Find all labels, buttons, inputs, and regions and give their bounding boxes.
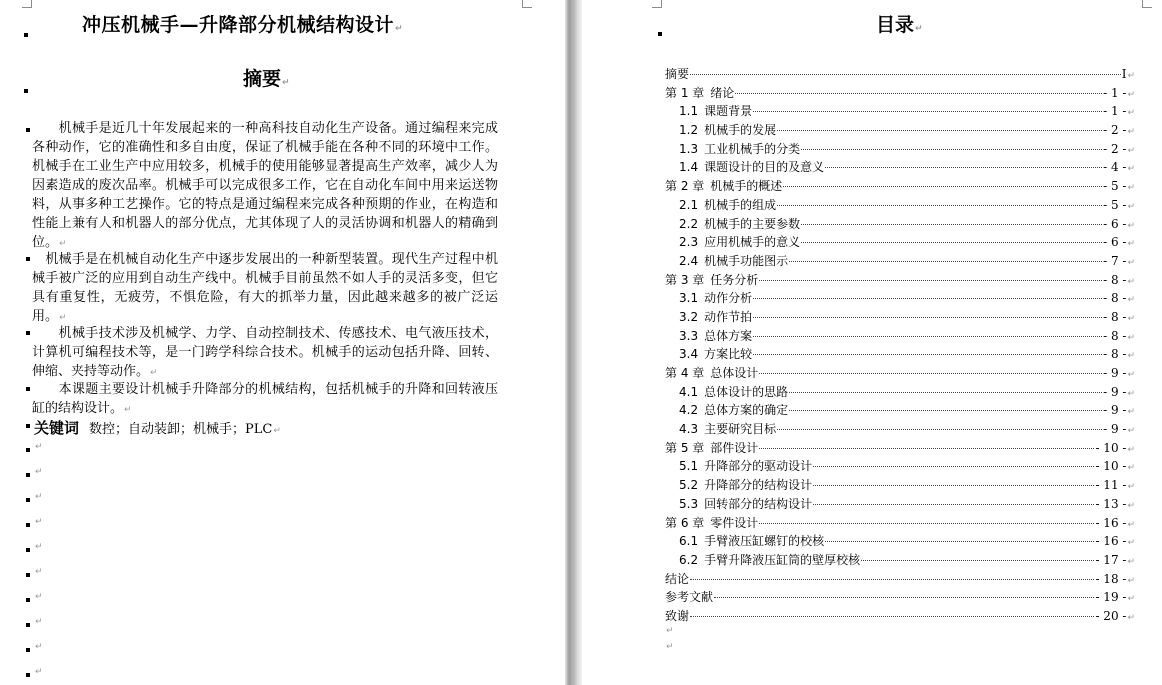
- toc-leader-dots: [753, 111, 1102, 112]
- toc-entry-page: - 8 -: [1103, 309, 1127, 324]
- toc-entry-page: - 8 -: [1103, 328, 1127, 343]
- square-bullet-icon: [26, 673, 30, 677]
- toc-entry-page: - 9 -: [1103, 384, 1127, 399]
- return-arrow-icon: ↵: [1127, 594, 1135, 605]
- toc-entry[interactable]: [665, 495, 1135, 514]
- toc-leader-dots: [789, 261, 1102, 262]
- toc-entry-number: 1.3: [679, 141, 699, 156]
- return-arrow-icon: ↵: [1127, 519, 1135, 530]
- toc-leader-dots: [753, 298, 1102, 299]
- toc-entry-number: 第 6 章: [665, 515, 705, 530]
- toc-entry[interactable]: [665, 102, 1135, 121]
- toc-leader-dots: [801, 224, 1102, 225]
- toc-entry-number: 4.2: [679, 403, 699, 418]
- toc-entry-number: 4.3: [679, 422, 699, 437]
- toc-entry-number: 3.3: [679, 328, 699, 343]
- toc-entry-page: - 1 -: [1103, 85, 1127, 100]
- toc-entry-page: - 16 -: [1095, 534, 1127, 549]
- toc-entry-number: 第 2 章: [665, 179, 705, 194]
- toc-entry-page: - 6 -: [1103, 216, 1127, 231]
- toc-entry[interactable]: [665, 65, 1135, 84]
- toc-entry-number: 5.1: [679, 459, 699, 474]
- toc-entry-title: 升降部分的结构设计: [704, 478, 813, 493]
- return-arrow-icon: ↵: [666, 642, 674, 652]
- toc-entry-page: - 7 -: [1103, 253, 1127, 268]
- toc-entry-number: 1.4: [679, 160, 699, 175]
- toc-entry-number: 5.3: [679, 496, 699, 511]
- toc-entry-page: - 2 -: [1103, 141, 1127, 156]
- return-arrow-icon: ↵: [1127, 612, 1135, 623]
- toc-leader-dots: [735, 93, 1102, 94]
- toc-leader-dots: [759, 523, 1094, 524]
- return-arrow-icon: ↵: [1127, 145, 1135, 156]
- toc-entry[interactable]: [665, 289, 1135, 308]
- toc-entry-title: 升降部分的驱动设计: [704, 459, 813, 474]
- toc-entry[interactable]: [665, 570, 1135, 589]
- toc-leader-dots: [777, 429, 1102, 430]
- toc-entry-title: 课题背景: [704, 104, 753, 119]
- toc-entry[interactable]: [665, 84, 1135, 103]
- toc-entry-number: 第 3 章: [665, 272, 705, 287]
- square-bullet-icon: [26, 623, 30, 627]
- return-arrow-icon: ↵: [273, 426, 281, 436]
- return-arrow-icon: ↵: [1127, 108, 1135, 119]
- return-arrow-icon: ↵: [59, 313, 67, 323]
- toc-leader-dots: [753, 317, 1102, 318]
- return-arrow-icon: ↵: [666, 626, 674, 636]
- return-arrow-icon: ↵: [1127, 407, 1135, 418]
- toc-entry-number: 3.2: [679, 309, 699, 324]
- toc-entry-page: - 19 -: [1095, 590, 1127, 605]
- toc-entry[interactable]: [665, 215, 1135, 234]
- return-arrow-icon: ↵: [1127, 444, 1135, 455]
- square-bullet-icon: [26, 573, 30, 577]
- toc-entry-title: 动作节拍: [704, 309, 753, 324]
- toc-entry[interactable]: [665, 271, 1135, 290]
- return-arrow-icon: ↵: [395, 24, 404, 34]
- toc-entry-number: 6.2: [679, 552, 699, 567]
- return-arrow-icon: ↵: [1127, 463, 1135, 474]
- toc-entry-page: - 4 -: [1103, 160, 1127, 175]
- return-arrow-icon: ↵: [35, 617, 43, 627]
- toc-leader-dots: [813, 485, 1094, 486]
- keywords-line: [34, 417, 281, 438]
- crop-mark-top-left: [22, 0, 32, 8]
- toc-entry-number: 第 1 章: [665, 85, 705, 100]
- toc-entry-page: - 16 -: [1095, 515, 1127, 530]
- toc-entry-page: - 6 -: [1103, 235, 1127, 250]
- toc-entry-page: - 18 -: [1095, 571, 1127, 586]
- toc-entry-page: I: [1121, 67, 1127, 81]
- return-arrow-icon: ↵: [1127, 239, 1135, 250]
- toc-entry-title: 回转部分的结构设计: [704, 496, 813, 511]
- toc-leader-dots: [759, 280, 1102, 281]
- toc-entry-title: 总体设计: [710, 366, 759, 380]
- toc-entry[interactable]: [665, 514, 1135, 533]
- toc-leader-dots: [777, 205, 1102, 206]
- toc-entry-title: 机械手的发展: [704, 123, 777, 138]
- toc-entry-number: 第 5 章: [665, 440, 705, 455]
- return-arrow-icon: ↵: [1127, 164, 1135, 175]
- table-of-contents: [665, 65, 1135, 626]
- toc-leader-dots: [759, 448, 1094, 449]
- toc-entry[interactable]: [665, 383, 1135, 402]
- return-arrow-icon: ↵: [35, 492, 43, 502]
- toc-entry-title: 零件设计: [710, 515, 759, 530]
- toc-leader-dots: [801, 149, 1102, 150]
- square-bullet-icon: [26, 498, 30, 502]
- toc-entry-number: 2.4: [679, 253, 699, 268]
- square-bullet-icon: [24, 89, 28, 93]
- toc-entry-page: - 5 -: [1103, 197, 1127, 212]
- toc-entry-number: 6.1: [679, 534, 699, 549]
- return-arrow-icon: ↵: [1127, 351, 1135, 362]
- toc-entry-page: - 13 -: [1095, 496, 1127, 511]
- toc-leader-dots: [801, 242, 1102, 243]
- square-bullet-icon: [26, 387, 30, 391]
- abstract-paragraph-4: 本课题主要设计机械手升降部分的机械结构，包括机械手的升降和回转液压缸的结构设计。↵: [32, 382, 498, 416]
- square-bullet-icon: [26, 648, 30, 652]
- square-bullet-icon: [658, 32, 662, 36]
- return-arrow-icon: ↵: [282, 78, 290, 88]
- toc-entry-page: - 8 -: [1103, 347, 1127, 362]
- toc-entry-page: - 20 -: [1095, 608, 1127, 623]
- return-arrow-icon: ↵: [1127, 426, 1135, 437]
- toc-entry-title: 结论: [665, 571, 690, 586]
- toc-entry[interactable]: [665, 551, 1135, 570]
- toc-entry-title: 绪论: [710, 85, 735, 100]
- square-bullet-icon: [26, 598, 30, 602]
- square-bullet-icon: [26, 548, 30, 552]
- return-arrow-icon: ↵: [1127, 370, 1135, 380]
- toc-leader-dots: [789, 410, 1102, 411]
- keywords-label: 关键词: [34, 419, 80, 437]
- toc-entry[interactable]: [665, 140, 1135, 159]
- document-title: 冲压机械手—升降部分机械结构设计↵: [82, 14, 404, 36]
- return-arrow-icon: ↵: [1127, 313, 1135, 324]
- toc-entry[interactable]: [665, 252, 1135, 271]
- toc-entry-page: - 8 -: [1103, 272, 1127, 287]
- toc-entry-page: - 8 -: [1103, 291, 1127, 306]
- return-arrow-icon: ↵: [150, 368, 158, 378]
- abstract-paragraph-2: 机械手是在机械自动化生产中逐步发展出的一种新型装置。现代生产过程中机械手被广泛的应用到自动生产线中。机械手目前虽然不如人手的灵活多变，但它具有重复性，无疲劳，不惧危险，有大的抓举力量，因此越来越多的被广泛运用。↵: [32, 252, 498, 324]
- return-arrow-icon: ↵: [1127, 257, 1135, 268]
- toc-entry-title: 机械手的主要参数: [704, 216, 801, 231]
- crop-mark-top-left: [652, 0, 662, 8]
- return-arrow-icon: ↵: [35, 542, 43, 552]
- toc-entry-title: 总体方案: [704, 328, 753, 343]
- toc-leader-dots: [825, 167, 1102, 168]
- toc-entry-page: - 9 -: [1103, 422, 1127, 437]
- toc-entry[interactable]: [665, 457, 1135, 476]
- toc-leader-dots: [777, 130, 1102, 131]
- toc-leader-dots: [861, 560, 1094, 561]
- return-arrow-icon: ↵: [1127, 538, 1135, 549]
- toc-leader-dots: [690, 579, 1094, 580]
- toc-leader-dots: [714, 597, 1094, 598]
- toc-entry-number: 5.2: [679, 478, 699, 493]
- return-arrow-icon: ↵: [1127, 89, 1135, 100]
- toc-entry-title: 机械手的概述: [710, 179, 783, 194]
- return-arrow-icon: ↵: [35, 642, 43, 652]
- return-arrow-icon: ↵: [1127, 201, 1135, 212]
- toc-entry-title: 机械手的组成: [704, 197, 777, 212]
- toc-entry-title: 部件设计: [710, 440, 759, 455]
- toc-entry-number: 3.1: [679, 291, 699, 306]
- return-arrow-icon: ↵: [35, 592, 43, 602]
- toc-leader-dots: [690, 616, 1094, 617]
- toc-entry-page: - 17 -: [1095, 552, 1127, 567]
- toc-entry[interactable]: [665, 588, 1135, 607]
- left-page: [0, 0, 565, 685]
- return-arrow-icon: ↵: [1127, 127, 1135, 138]
- return-arrow-icon: ↵: [35, 467, 43, 477]
- toc-leader-dots: [753, 336, 1102, 337]
- square-bullet-icon: [26, 331, 30, 335]
- toc-entry-title: 机械手功能图示: [704, 253, 789, 268]
- return-arrow-icon: ↵: [1127, 556, 1135, 567]
- toc-entry-page: - 5 -: [1103, 179, 1127, 194]
- abstract-heading: 摘要↵: [243, 68, 290, 90]
- toc-entry[interactable]: [665, 476, 1135, 495]
- toc-entry-page: - 9 -: [1103, 366, 1127, 380]
- toc-entry[interactable]: [665, 327, 1135, 346]
- return-arrow-icon: ↵: [1127, 500, 1135, 511]
- toc-entry-title: 工业机械手的分类: [704, 141, 801, 156]
- crop-mark-top-right: [522, 0, 532, 8]
- return-arrow-icon: ↵: [35, 442, 43, 452]
- toc-entry[interactable]: [665, 345, 1135, 364]
- square-bullet-icon: [26, 523, 30, 527]
- return-arrow-icon: ↵: [1127, 332, 1135, 343]
- square-bullet-icon: [26, 473, 30, 477]
- toc-entry-title: 参考文献: [665, 590, 714, 605]
- toc-entry[interactable]: [665, 401, 1135, 420]
- toc-entry-title: 应用机械手的意义: [704, 235, 801, 250]
- toc-entry-title: 总体设计的思路: [704, 384, 789, 399]
- toc-entry[interactable]: [665, 420, 1135, 439]
- toc-entry[interactable]: [665, 121, 1135, 140]
- square-bullet-icon: [26, 424, 30, 428]
- toc-entry[interactable]: [665, 364, 1135, 383]
- abstract-paragraph-1: 机械手是近几十年发展起来的一种高科技自动化生产设备。通过编程来完成各种动作，它的准确性和多自由度，保证了机械手能在各种不同的环境中工作。机械手在工业生产中应用较多，机械手的使用能够显著提高生产效率，减少人为因素造成的废次品率。机械手可以完成很多工作，它在自动化车间中用来运送物料，从事多种工艺操作。它的特点是通过编程来完成各种预期的作业，在构造和性能上兼有人和机器人的部分优点，尤其体现了人的灵活协调和机器人的精确到位。↵: [32, 121, 498, 250]
- toc-entry[interactable]: [665, 177, 1135, 196]
- return-arrow-icon: ↵: [915, 24, 923, 34]
- toc-entry-title: 动作分析: [704, 291, 753, 306]
- return-arrow-icon: ↵: [1127, 575, 1135, 586]
- keywords-value: 数控；自动装卸；机械手；PLC: [89, 422, 273, 437]
- toc-heading: 目录↵: [876, 14, 923, 36]
- toc-entry-number: 3.4: [679, 347, 699, 362]
- toc-leader-dots: [690, 74, 1121, 75]
- return-arrow-icon: ↵: [1127, 220, 1135, 231]
- return-arrow-icon: ↵: [1127, 295, 1135, 306]
- toc-entry-page: - 10 -: [1095, 440, 1127, 455]
- square-bullet-icon: [26, 257, 30, 261]
- toc-entry-number: 2.1: [679, 197, 699, 212]
- toc-entry-title: 致谢: [665, 608, 690, 623]
- abstract-paragraph-3: 机械手技术涉及机械学、力学、自动控制技术、传感技术、电气液压技术，计算机可编程技术等，是一门跨学科综合技术。机械手的运动包括升降、回转、伸缩、夹持等动作。↵: [32, 326, 498, 379]
- toc-entry[interactable]: [665, 532, 1135, 551]
- toc-entry-number: 4.1: [679, 384, 699, 399]
- page-gutter: [565, 0, 582, 685]
- return-arrow-icon: ↵: [1127, 482, 1135, 493]
- crop-mark-top-right: [1142, 0, 1152, 8]
- toc-entry-number: 第 4 章: [665, 366, 705, 380]
- toc-entry-title: 手臂升降液压缸筒的壁厚校核: [704, 552, 861, 567]
- toc-entry-title: 课题设计的目的及意义: [704, 160, 825, 175]
- toc-entry[interactable]: [665, 607, 1135, 626]
- toc-entry[interactable]: [665, 233, 1135, 252]
- toc-entry-title: 摘要: [665, 67, 690, 81]
- toc-leader-dots: [753, 354, 1102, 355]
- toc-leader-dots: [813, 504, 1094, 505]
- square-bullet-icon: [24, 33, 28, 37]
- return-arrow-icon: ↵: [1127, 276, 1135, 287]
- toc-entry-page: - 10 -: [1095, 459, 1127, 474]
- return-arrow-icon: ↵: [35, 667, 43, 677]
- toc-entry-page: - 9 -: [1103, 403, 1127, 418]
- square-bullet-icon: [26, 448, 30, 452]
- toc-entry-title: 方案比较: [704, 347, 753, 362]
- toc-entry[interactable]: [665, 158, 1135, 177]
- toc-entry-number: 2.2: [679, 216, 699, 231]
- toc-leader-dots: [783, 186, 1102, 187]
- return-arrow-icon: ↵: [1127, 183, 1135, 194]
- toc-entry-number: 2.3: [679, 235, 699, 250]
- toc-entry-number: 1.2: [679, 123, 699, 138]
- toc-entry-number: 1.1: [679, 104, 699, 119]
- return-arrow-icon: ↵: [124, 405, 132, 415]
- toc-leader-dots: [825, 541, 1094, 542]
- return-arrow-icon: ↵: [59, 239, 67, 249]
- square-bullet-icon: [26, 128, 30, 132]
- toc-entry-title: 主要研究目标: [704, 422, 777, 437]
- toc-entry[interactable]: [665, 308, 1135, 327]
- return-arrow-icon: ↵: [35, 567, 43, 577]
- toc-leader-dots: [813, 466, 1094, 467]
- toc-entry-title: 总体方案的确定: [704, 403, 789, 418]
- toc-entry-title: 手臂液压缸螺钉的校核: [704, 534, 825, 549]
- toc-entry[interactable]: [665, 196, 1135, 215]
- toc-entry[interactable]: [665, 439, 1135, 458]
- toc-leader-dots: [789, 392, 1102, 393]
- toc-entry-page: - 11 -: [1095, 478, 1127, 493]
- toc-entry-page: - 2 -: [1103, 123, 1127, 138]
- toc-leader-dots: [759, 373, 1102, 374]
- return-arrow-icon: ↵: [1127, 71, 1135, 81]
- toc-entry-page: - 1 -: [1103, 104, 1127, 119]
- return-arrow-icon: ↵: [35, 517, 43, 527]
- toc-entry-title: 任务分析: [710, 272, 759, 287]
- return-arrow-icon: ↵: [1127, 388, 1135, 399]
